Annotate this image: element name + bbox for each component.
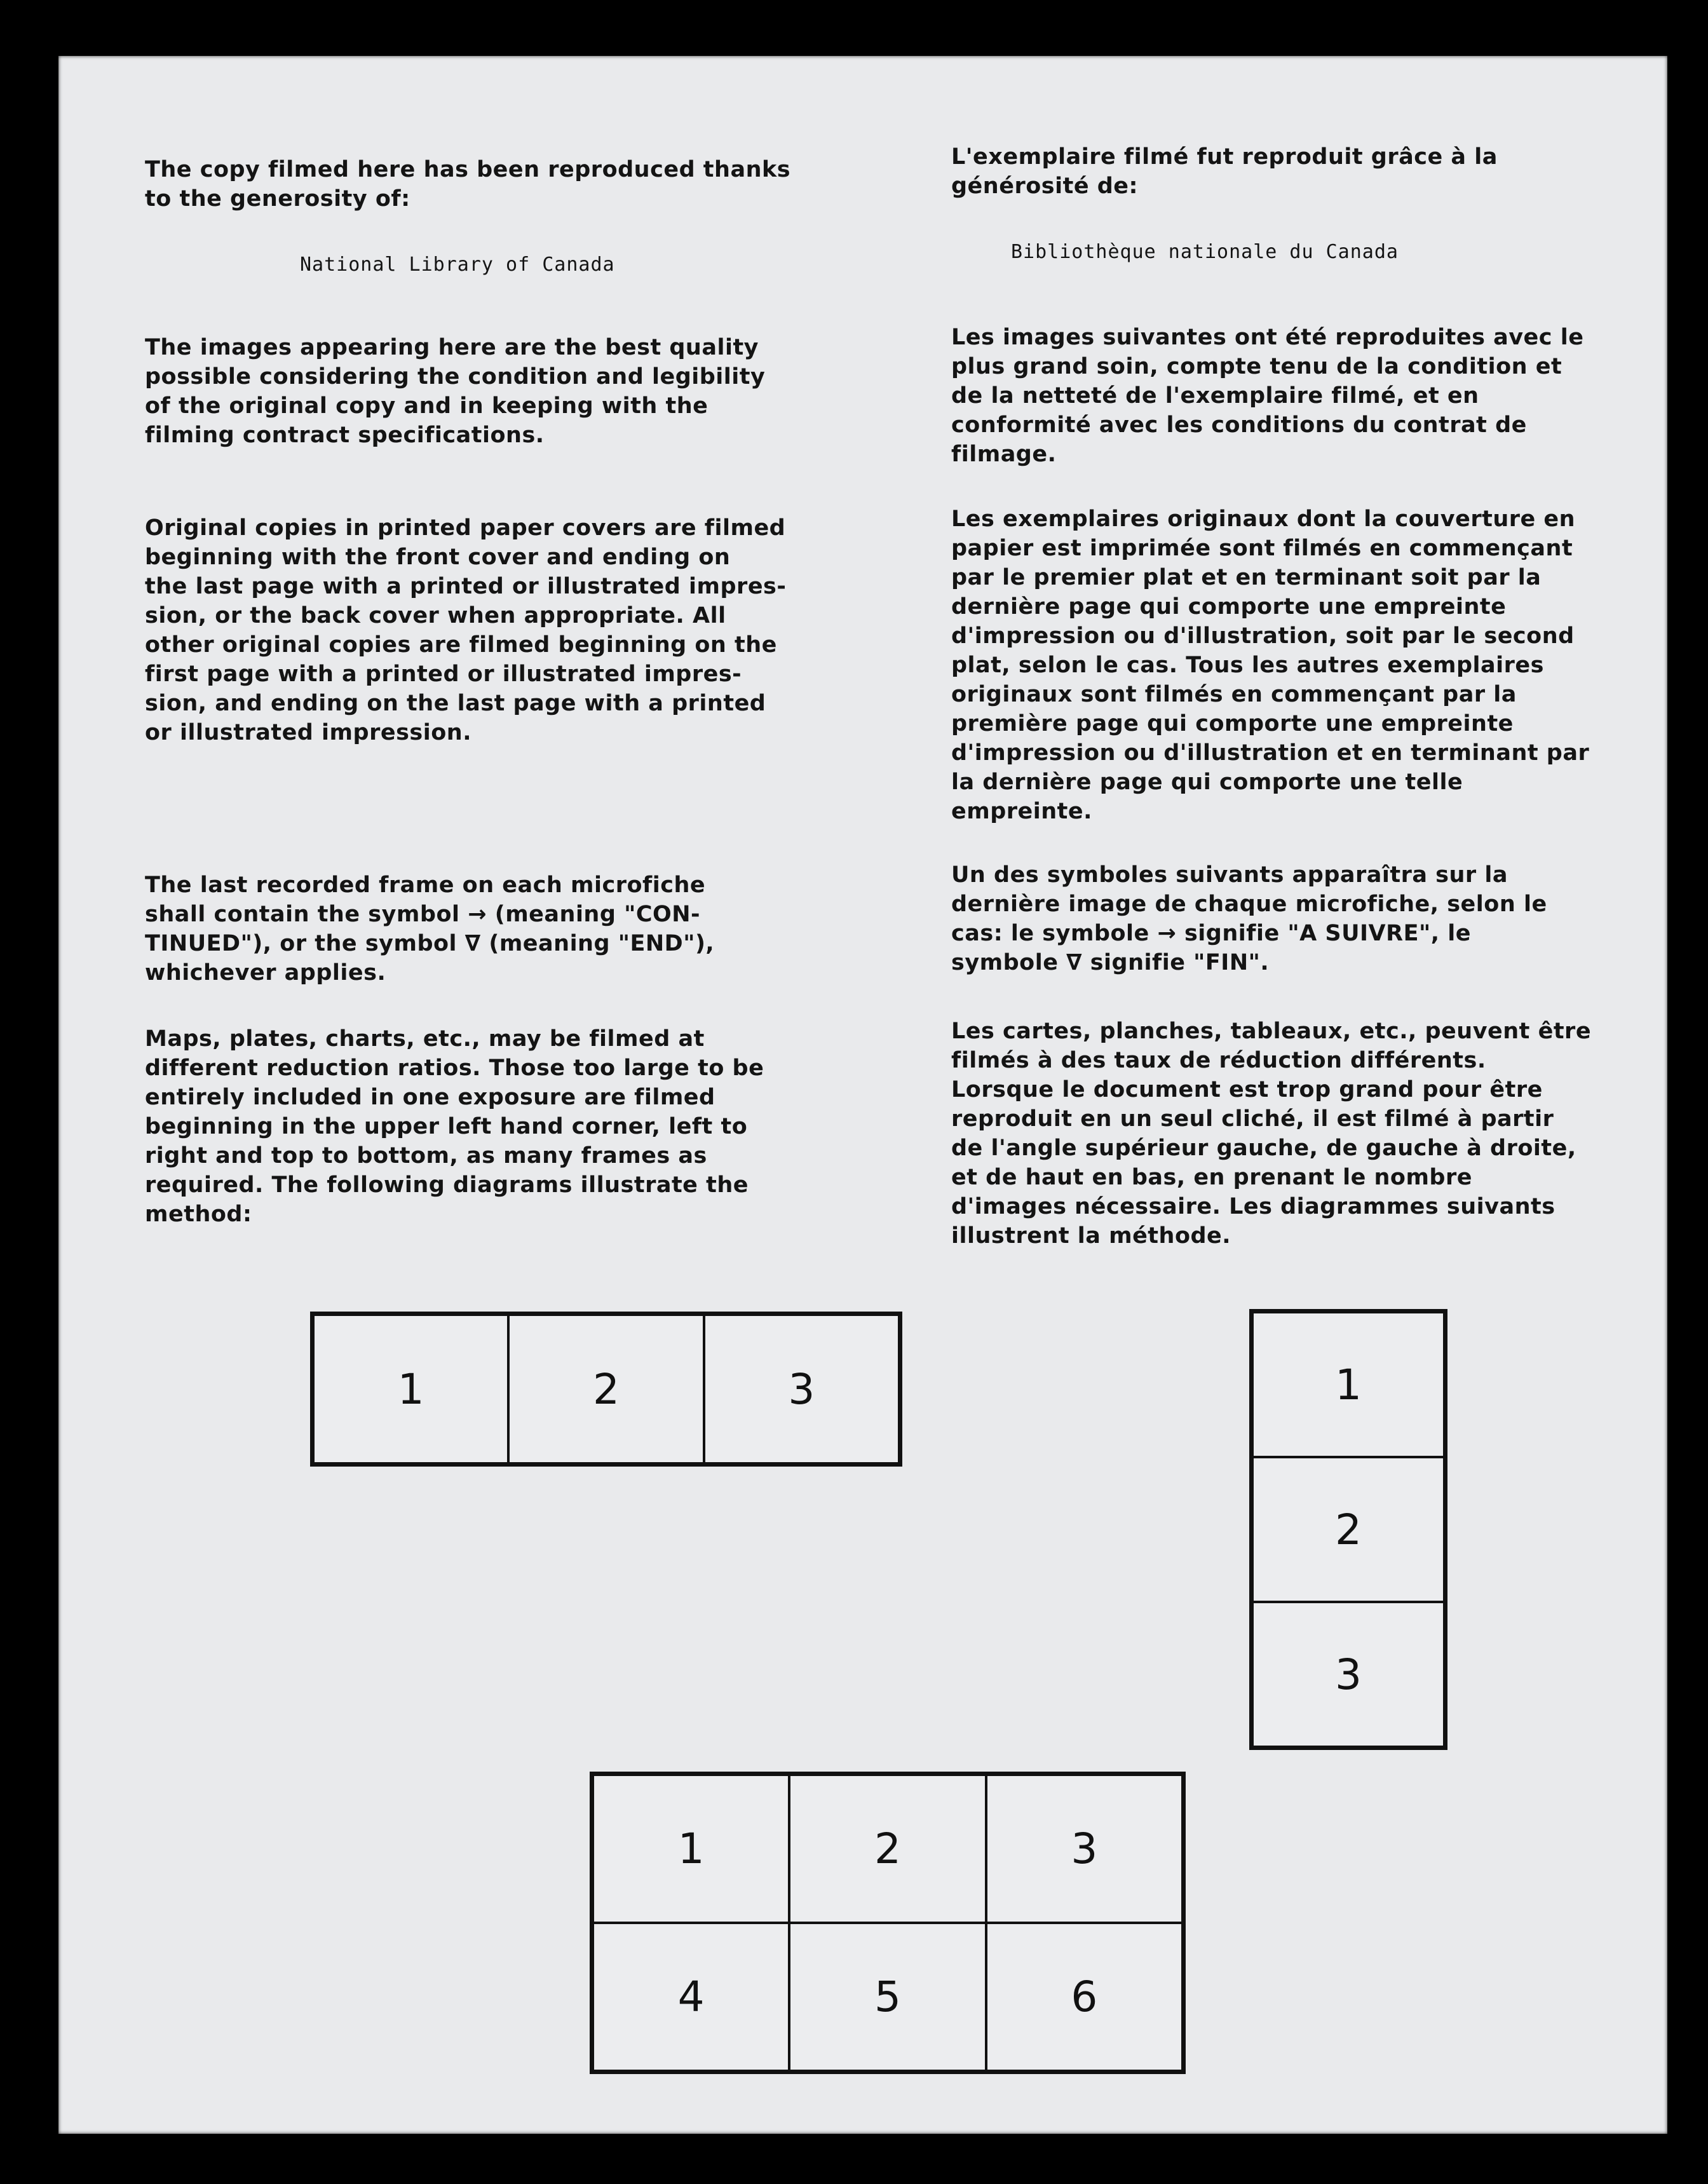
english-intro: The copy filmed here has been reproduced thanks to the generosity of:	[145, 157, 791, 212]
english-quality-paragraph: The images appearing here are the best quality possible considering the condition and legibility of the original copy and in keeping with the filming contract specifications.	[145, 335, 766, 448]
french-originals-paragraph: Les exemplaires originaux dont la couverture en papier est imprimée sont filmés en commençant par le premier plat et en terminant soit par la dernière page qui comporte une empreinte d'impression ou d'illustration, soit par le second plat, selon le cas. Tous les autres exemplaires originaux sont filmés en commençant par la première page qui comporte une empreinte d'impression ou d'illustration et en terminant par la dernière page qui comporte une telle empreinte.	[951, 506, 1590, 824]
continued-arrow-icon: →	[468, 902, 487, 927]
english-symbols-text-3: (meaning "END"), whichever applies.	[145, 931, 715, 986]
film-border-top	[0, 0, 1708, 56]
grid-frame-diagram	[590, 1772, 1186, 2074]
diagram-cell: 1	[1252, 1312, 1444, 1457]
horizontal-frame-diagram	[310, 1312, 902, 1467]
diagram-cell: 2	[1252, 1457, 1444, 1602]
diagram-cell: 3	[1252, 1602, 1444, 1747]
diagram-cell: 3	[704, 1315, 899, 1463]
diagram-cell: 2	[789, 1775, 986, 1923]
diagram-cell: 2	[508, 1315, 703, 1463]
english-originals-paragraph: Original copies in printed paper covers are filmed beginning with the front cover and ending on the last page with a printed or illustrated impres- sion, or the back cover when appropriate. All other original copies are filmed beginning on the first page with a printed or illustrated impres- sion, and ending on the last page with a printed or illustrated impression.	[145, 515, 787, 745]
diagram-cell: 1	[593, 1775, 789, 1923]
french-symbols-paragraph	[951, 860, 1663, 977]
diagram-cell: 1	[313, 1315, 508, 1463]
english-symbols-text-2: (meaning "CON- TINUED"), or the symbol	[145, 902, 701, 956]
end-triangle-icon: ∇	[464, 931, 481, 956]
french-intro: L'exemplaire filmé fut reproduit grâce à la générosité de:	[951, 144, 1498, 199]
english-symbols-text-1: The last recorded frame on each microfiche shall contain the symbol	[145, 872, 706, 927]
french-symbols-text-1: Un des symboles suivants apparaîtra sur la dernière image de chaque microfiche, selon le cas: le symbole	[951, 862, 1547, 946]
document-page	[58, 56, 1667, 2134]
french-symbols-text-2: signifie "A SUIVRE", le symbole	[951, 921, 1471, 975]
english-institution: National Library of Canada	[300, 254, 615, 276]
diagram-cell: 6	[986, 1923, 1183, 2071]
end-triangle-icon: ∇	[1066, 950, 1083, 975]
english-maps-paragraph: Maps, plates, charts, etc., may be filmed at different reduction ratios. Those too large to be entirely included in one exposure are filmed beginning in the upper left hand corner, left to right and top to bottom, as many frames as required. The following diagrams illustrate the method:	[145, 1026, 764, 1227]
continued-arrow-icon: →	[1157, 921, 1177, 946]
diagram-cell: 5	[789, 1923, 986, 2071]
french-symbols-text-3: signifie "FIN".	[1082, 950, 1270, 975]
french-quality-paragraph: Les images suivantes ont été reproduites avec le plus grand soin, compte tenu de la condition et de la netteté de l'exemplaire filmé, et en conformité avec les conditions du contrat de filmage.	[951, 325, 1584, 467]
vertical-frame-diagram	[1249, 1309, 1447, 1750]
diagram-cell: 4	[593, 1923, 789, 2071]
french-maps-paragraph: Les cartes, planches, tableaux, etc., peuvent être filmés à des taux de réduction différents. Lorsque le document est trop grand pour être reproduit en un seul cliché, il est filmé à partir de l'angle supérieur gauche, de gauche à droite, et de haut en bas, en prenant le nombre d'images nécessaire. Les diagrammes suivants illustrent la méthode.	[951, 1019, 1592, 1249]
english-symbols-paragraph	[145, 871, 869, 987]
french-institution: Bibliothèque nationale du Canada	[1011, 241, 1399, 263]
diagram-cell: 3	[986, 1775, 1183, 1923]
